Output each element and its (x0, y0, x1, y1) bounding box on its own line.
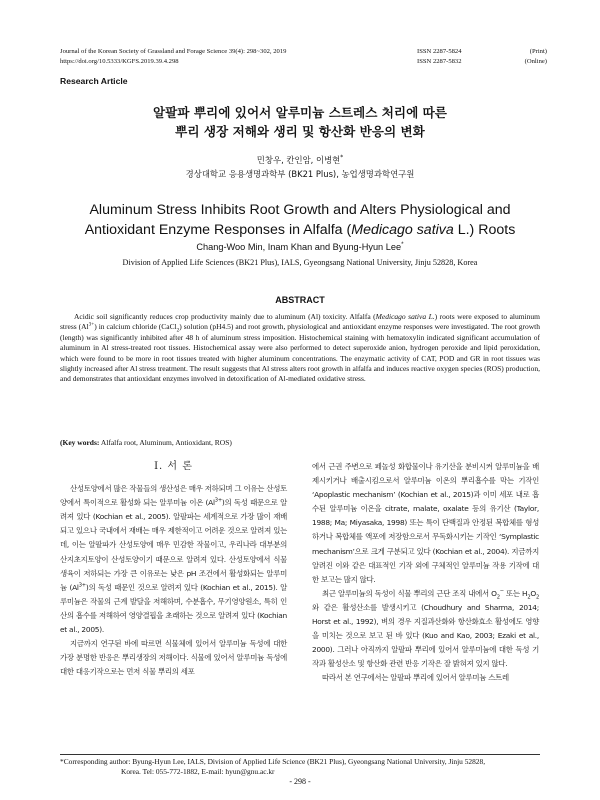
keywords-label: (Key words: (60, 438, 100, 447)
text-run: O (530, 588, 536, 598)
text-run: 와 같은 활성산소를 발생시키고 (Choudhury and Sharma, 2014; Horst et al., 1992), 벼의 경우 지질과산화와 항산화효소 활성에도 영향을 미치는 것으로 보고 된 바 있다 (Kuo and Kao, 2003; Ezaki et al., 2000). 그러나 아직까지 알팔파 뿌리에 있어서 알루미늄에 대한 독성 기작과 활성산소 및 항산화 관련 반응 기작은 잘 밝혀져 있지 않다. (312, 602, 539, 669)
superscript: 3+ (78, 582, 86, 589)
footnote-divider (60, 754, 540, 755)
footnote-line1: *Corresponding author: Byung-Hyun Lee, IALS, Division of Applied Life Science (BK21 Plus), Gyeongsang National University, Jinju 52828, (60, 757, 486, 766)
subscript: 2 (535, 594, 539, 601)
body-left-column (60, 460, 287, 679)
english-title-line2 (60, 220, 540, 240)
abstract-part2: ) roots were exposed to aluminum stress (Al (60, 312, 540, 332)
corresponding-mark: * (340, 155, 344, 162)
body-paragraph (312, 587, 539, 672)
english-corresponding-mark: * (401, 240, 404, 248)
abstract-part1: Acidic soil significantly reduces crop productivity mainly due to aluminum (Al) toxicity. Alfalfa ( (74, 312, 376, 321)
abstract-part4: ) solution (pH4.5) and root growth, physiological and antioxidant enzyme responses were investigated. The root growth (length) was significantly inhibited after 48 h of aluminum stress imposition. Histochemical staining with hematoxylin indicated significant accumulation of aluminum in Al stress-treated root tissues. Histochemical assay were also performed to detect superoxide anion, hydrogen peroxide and lipid peroxidation, which were found to be more in root tissues treated with higher aluminum concentrations. The enzymatic activity of CAT, POD and GR in root tissues was slightly increased after Al stress treatment. The result suggests that Al stress alters root growth in alfalfa and induces reactive oxygen species (ROS) production, and demonstrates that antioxidant enzymes involved in detoxification of Al-mediated oxidative stress. (60, 322, 540, 384)
keywords-list: Alfalfa root, Aluminum, Antioxidant, ROS) (99, 438, 232, 447)
korean-affiliation: 경상대학교 응용생명과학부 (BK21 Plus), 농업생명과학연구원 (185, 169, 415, 179)
subscript: 2 (527, 594, 531, 601)
corresponding-author-footnote (60, 757, 540, 777)
korean-author-names: 민창우, 칸인암, 이병현 (256, 155, 341, 165)
text-run: )의 독성 때문으로 알려져 있다 (Kochian et al., 2005). 알팔파는 세계적으로 가장 많이 재배되고 있으나 국내에서 재배는 매우 제한적이고 어려운 것으로 알려져 있는데, 이는 알팔파가 산성토양에 매우 민감한 작물이고, 우리나라 대부분의 산지초지토양이 산성토양이기 때문으로 알려져 있다. 산성토양에서 식물 생육이 저하되는 가장 큰 이유로는 낮은 pH 조건에서 활성화되는 알루미늄 (Al (60, 498, 287, 592)
abstract-heading: ABSTRACT (275, 295, 325, 305)
body-paragraph (60, 482, 287, 637)
english-title (60, 200, 540, 240)
issn-block (417, 47, 547, 67)
abstract-sup: 3+ (88, 321, 95, 328)
english-author-names: Chang-Woo Min, Inam Khan and Byung-Hyun Lee (196, 242, 402, 252)
text-run: )의 독성 때문인 것으로 알려져 있다 (Kochian et al., 2015). 알루미늄은 작물의 근계 발달을 저해하며, 수분흡수, 무기영양원소, 특히 인산의 흡수를 저해하여 영양결핍을 초래하는 것으로 알려져 있다 (Kochian et al., 2005). (60, 582, 287, 635)
text-run: 최근 알루미늄의 독성이 식물 뿌리의 근단 조직 내에서 O (322, 588, 497, 598)
korean-authors (60, 154, 540, 166)
english-title-line1: Aluminum Stress Inhibits Root Growth and Alters Physiological and (89, 202, 511, 218)
page-number: - 298 - (289, 777, 311, 786)
issn-online-type: (Online) (524, 58, 547, 65)
superscript: − (499, 588, 504, 595)
english-affiliation: Division of Applied Life Sciences (BK21 Plus), IALS, Gyeongsang National University, Jinju 52828, Korea (122, 258, 478, 267)
korean-title (60, 103, 540, 141)
english-authors (60, 242, 540, 252)
body-right-column (312, 460, 539, 686)
body-paragraph: 지금까지 연구된 바에 따르면 식물체에 있어서 알루미늄 독성에 대한 가장 분명한 반응은 뿌리생장의 저해이다. 식물에 있어서 알루미늄 독성에 대한 대응기작으로는 먼저 식물 뿌리의 세포 (60, 639, 287, 677)
subscript: 2 (496, 594, 500, 601)
section-heading: Ⅰ. 서 론 (154, 461, 193, 472)
abstract-species: Medicago sativa L. (375, 312, 435, 321)
abstract-text (60, 312, 540, 385)
english-title-line2-b: L.) Roots (453, 222, 516, 238)
abstract-sub: 2 (176, 327, 180, 334)
text-run: 또는 H (506, 588, 528, 598)
species-name: Medicago sativa (351, 222, 454, 238)
abstract-part3: ) in calcium chloride (CaCl (94, 322, 177, 332)
issn-online: ISSN 2287-5832 (417, 58, 462, 65)
keywords (60, 438, 540, 447)
superscript: 3+ (214, 497, 222, 504)
doi-link[interactable]: https://doi.org/10.5333/KGFS.2019.39.4.298 (60, 58, 179, 65)
korean-title-line1: 알팔파 뿌리에 있어서 알루미늄 스트레스 처리에 따른 (153, 105, 447, 120)
issn-print: ISSN 2287-5824 (417, 48, 462, 55)
article-type: Research Article (60, 76, 128, 86)
text-run: 산성토양에서 많은 작물들의 생산성은 매우 저하되며 그 이유는 산성토양에서 특이적으로 활성화 되는 알루미늄 이온 (Al (60, 484, 287, 508)
korean-title-line2: 뿌리 생장 저해와 생리 및 항산화 반응의 변화 (175, 124, 425, 139)
body-paragraph: 에서 근권 주변으로 페놀성 화합물이나 유기산을 분비시켜 알루미늄을 배제시키거나 배출시킴으로서 알루미늄 이온의 뿌리흡수를 막는 기작인 ‘Apoplastic mechanism’ (Kochian et al., 2015)과 이미 세포 내로 흡수된 알루미늄 이온을 citrate, malate, oxalate 등의 유기산 (Taylor, 1988; Ma; Miyasaka, 1998) 또는 특이 단백질과 안정된 복합체를 형성하거나 복합체를 액포에 저장함으로서 무독화시키는 기작인 ‘Symplastic mechanism’으로 크게 구분되고 있다 (Kochian et al., 2004). 지금까지 알려진 이와 같은 대표적인 기작 외에 구체적인 알루미늄 작용 기작에 대한 보고는 많지 않다. (312, 462, 539, 584)
journal-header (60, 47, 286, 67)
footnote-line2: Korea. Tel: 055-772-1882, E-mail: hyun@gnu.ac.kr (121, 767, 275, 776)
issn-print-type: (Print) (529, 48, 547, 55)
english-title-line2-a: Antioxidant Enzyme Responses in Alfalfa ( (84, 222, 352, 238)
journal-citation: Journal of the Korean Society of Grassland and Forage Science 39(4): 298~302, 2019 (60, 48, 287, 55)
body-paragraph: 따라서 본 연구에서는 알팔파 뿌리에 있어서 알루미늄 스트레 (322, 673, 509, 683)
